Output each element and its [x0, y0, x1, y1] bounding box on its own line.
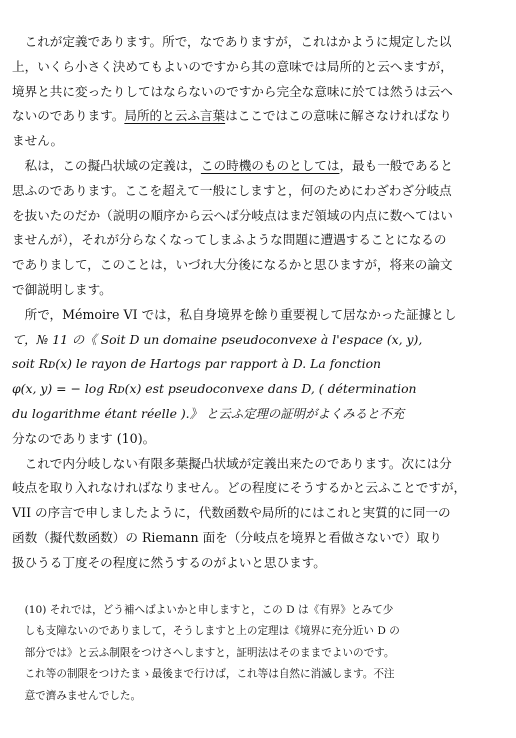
footnote-line-3: 部分では》と云ふ制限をつけさへしますと，証明法はそのままでよいのです。 [14, 646, 395, 659]
underlined-phrase-this-period: この時機のものとしては [200, 157, 340, 173]
paragraph-2-line-1-text: 私は，この擬凸状域の定義は， [12, 157, 201, 173]
footnote-line-2: しも支障ないのでありまして，そうしますと上の定理は《境界に充分近い D の [14, 625, 400, 638]
body-text [12, 30, 506, 576]
paragraph-4-line-4: 函数（擬代数函数）の Riemann 面を（分岐点を境界と看做さないで）取り [12, 529, 442, 545]
paragraph-2-line-4: ませんが），それが分らなくなってしまふような問題に遭遇することになるの [12, 232, 447, 248]
paragraph-4-line-2: 岐点を取り入れなければなりません。どの程度にそうするかと云ふことですが， [12, 480, 467, 496]
footnote-line-1: (10) それでは，どう補へばよいかと申しますと，この D は《有界》とみて少 [14, 604, 394, 616]
paragraph-4-line-5: 扱ひうる丁度その程度に然うするのがよいと思ひます。 [12, 554, 326, 570]
paragraph-3-line-1: 所で，Mémoire VI では，私自身境界を餘り重要視して居なかった証據とし [12, 306, 457, 322]
paragraph-3-line-4: φ(x, y) = − log Rᴅ(x) est pseudoconvexe dans D, ( détermination [12, 381, 417, 397]
underlined-phrase-local-term: 局所的と云ふ言葉 [124, 108, 226, 124]
paragraph-1-line-2: 上，いくら小さく決めてもよいのですから其の意味では局所的と云へますが， [12, 58, 453, 74]
paragraph-4-line-1: これで内分岐しない有限多葉擬凸状域が定義出来たのであります。次には分 [12, 455, 452, 471]
paragraph-1-line-4-rest: はここではこの意味に解さなければなり [225, 108, 452, 124]
paragraph-1-line-3: 境界と共に変ったりしてはならないのですから完全な意味に於ては然うは云へ [12, 83, 453, 99]
paragraph-1-line-1: これが定義であります。所で，なでありますが，これはかように規定した以 [12, 34, 452, 49]
paragraph-1-line-4-text: ないのであります。 [12, 108, 125, 124]
paragraph-2-line-1 [12, 154, 506, 179]
paragraph-4-line-3: VII の序言で申しましたように，代数函数や局所的にはこれと実質的に同一の [12, 505, 451, 521]
paragraph-1-line-4 [12, 104, 506, 129]
paragraph-2-line-2: 思ふのであります。ここを超えて一般にしますと，何のためにわざわざ分岐点 [12, 182, 452, 198]
paragraph-2-line-5: でありまして，このことは，いづれ大分後になるかと思ひますが，将来の論文 [12, 257, 453, 273]
paragraph-1-line-5: ません。 [12, 133, 64, 149]
footnote-line-4: これ等の制限をつけたまゝ最後まで行けば，これ等は自然に消滅します。不注 [14, 668, 395, 681]
paragraph-3-line-2: て，№ 11 の《 Soit D un domaine pseudoconvexe à l'espace (x, y), [12, 331, 423, 347]
paragraph-2-line-1-rest: ，最も一般であると [339, 157, 453, 173]
paragraph-2-line-6: で御説明します。 [12, 281, 112, 297]
paragraph-3-line-6: 分なのであります (10)。 [12, 430, 156, 446]
paragraph-2-line-3: を抜いたのだか（説明の順序から云へば分岐点はまだ領域の内点に数へてはい [12, 207, 453, 223]
paragraph-3-line-5: du logarithme étant réelle ).》 と云ふ定理の証明がよくみると不充 [12, 405, 405, 421]
footnote [14, 600, 508, 707]
footnote-line-5: 意で濟みませんでした。 [14, 689, 142, 702]
paragraph-3-line-3: soit Rᴅ(x) le rayon de Hartogs par rapport à D. La fonction [12, 356, 382, 372]
